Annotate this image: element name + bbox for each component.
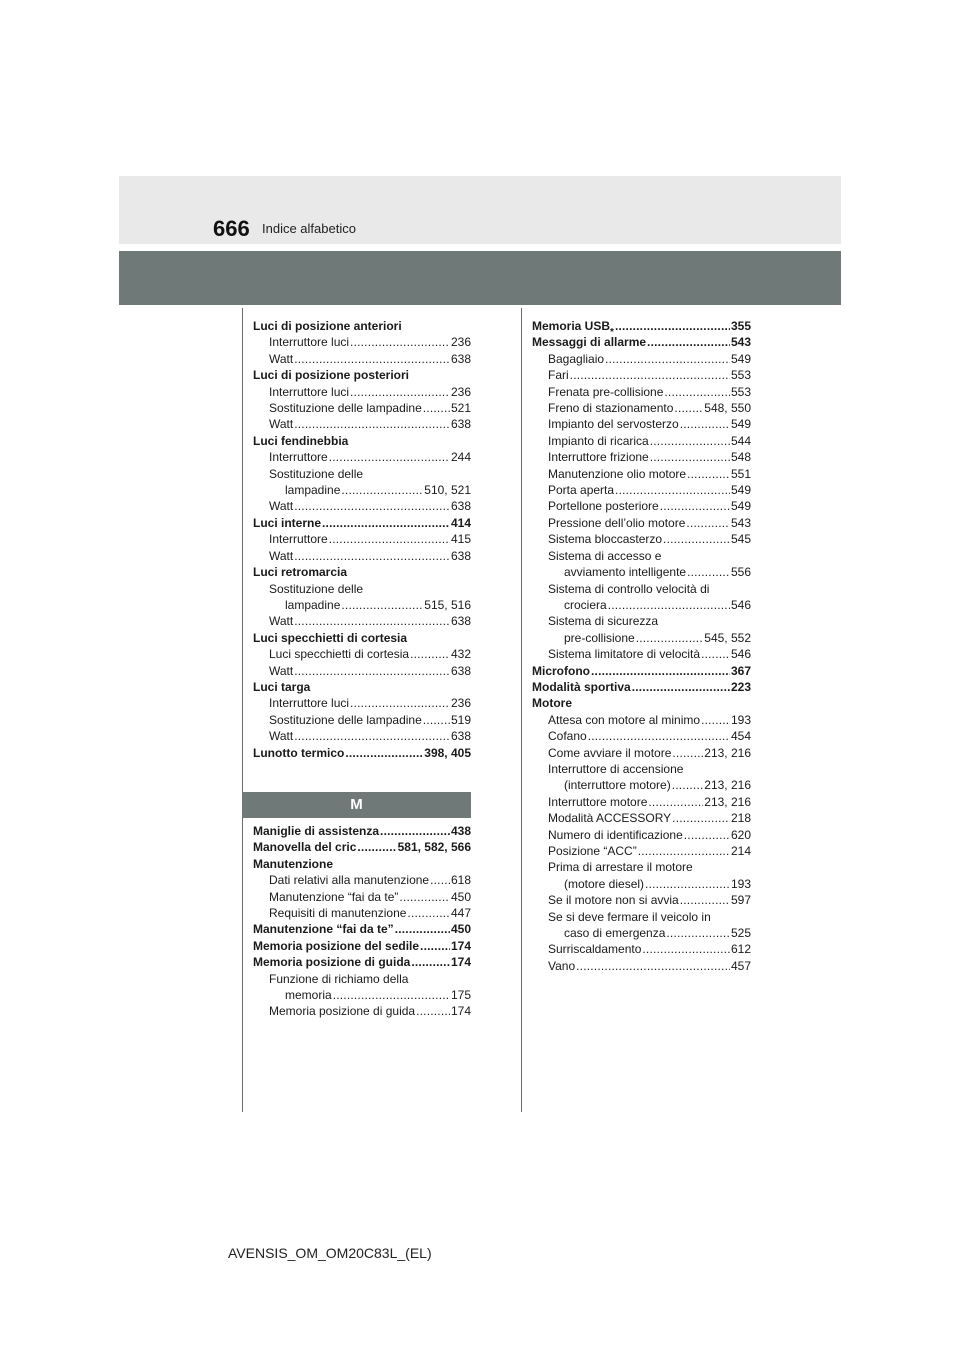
dot-leader (636, 630, 704, 646)
index-entry-term: crociera (564, 597, 607, 612)
index-entry-term: Interruttore luci (269, 384, 350, 399)
index-entry-term: Luci di posizione posteriori (253, 368, 410, 383)
index-entry (532, 892, 751, 908)
dot-leader (650, 449, 730, 465)
page-number: 666 (213, 216, 250, 241)
index-entry-term: Fari (548, 368, 569, 383)
index-entry-term: Manutenzione olio motore (548, 466, 687, 481)
index-entry (253, 646, 471, 662)
index-entry-pages: 519 (450, 712, 471, 727)
index-entry-term: Manutenzione “fai da te” (253, 922, 394, 937)
index-entry-pages: 447 (450, 906, 471, 921)
index-entry-term: Bagagliaio (548, 351, 605, 366)
index-entry-term: (motore diesel) (564, 876, 645, 891)
index-entry-pages: 213, 216 (704, 794, 751, 809)
index-entry-term: Sistema di sicurezza (548, 614, 659, 629)
index-entry-term: Watt (269, 351, 294, 366)
index-entry-pages: 549 (730, 417, 751, 432)
dot-leader (672, 745, 703, 761)
index-entry-term: Surriscaldamento (548, 942, 642, 957)
index-entry-pages: 638 (450, 351, 471, 366)
index-entry (253, 971, 471, 987)
index-entry (253, 712, 471, 728)
index-entry-term: Memoria posizione del sedile (253, 938, 420, 953)
index-entry-pages: 638 (450, 663, 471, 678)
index-entry-pages: 551 (730, 466, 751, 481)
index-entry (253, 581, 471, 597)
index-entry-pages: 543 (730, 515, 751, 530)
index-entry (532, 581, 751, 597)
index-entry-pages: 174 (450, 1004, 471, 1019)
dot-leader (680, 892, 730, 908)
index-entry (532, 416, 751, 432)
dot-leader (648, 794, 703, 810)
index-entry-term: lampadine (285, 597, 341, 612)
index-entry-term: Watt (269, 417, 294, 432)
index-entry-pages: 549 (730, 351, 751, 366)
index-entry-term: Se si deve fermare il veicolo in (548, 909, 711, 924)
dot-leader (672, 810, 730, 826)
index-entry-pages: 213, 216 (704, 778, 751, 793)
index-entry-term: Watt (269, 729, 294, 744)
index-entry (532, 925, 751, 941)
index-entry (532, 859, 751, 875)
index-entry-term: Memoria posizione di guida (269, 1004, 416, 1019)
index-entry-term: Maniglie di assistenza (253, 824, 380, 838)
dot-leader (294, 663, 450, 679)
index-entry-term: Pressione dell’olio motore (548, 515, 686, 530)
dot-leader (294, 613, 450, 629)
index-entry-term: Watt (269, 614, 294, 629)
index-entry-pages: 549 (730, 499, 751, 514)
index-entry-term: Manutenzione (253, 856, 333, 871)
index-entry-term: Modalità ACCESSORY (548, 811, 672, 826)
index-entry-term: Requisiti di manutenzione (269, 906, 407, 921)
dot-leader (674, 400, 703, 416)
index-entry-term: Impianto del servosterzo (548, 417, 679, 432)
dot-leader (684, 827, 730, 843)
dot-leader (647, 334, 730, 350)
column-divider-left (242, 308, 243, 1112)
index-entry-term: Interruttore frizione (548, 450, 649, 465)
index-entry (532, 597, 751, 613)
index-entry (532, 646, 751, 662)
index-entry-term: lampadine (285, 483, 341, 498)
index-entry-term: Interruttore luci (269, 696, 350, 711)
index-entry-pages: 553 (730, 384, 751, 399)
index-entry (253, 351, 471, 367)
index-entry-term: Prima di arrestare il motore (548, 860, 693, 875)
header-dark-band (119, 251, 841, 305)
index-entry (253, 449, 471, 465)
index-entry-pages: 638 (450, 417, 471, 432)
dot-leader (357, 839, 396, 855)
index-entry-term: Sistema di accesso e (548, 548, 662, 563)
index-entry-pages: 244 (450, 450, 471, 465)
index-entry-pages: 193 (730, 876, 751, 891)
index-entry-term: Funzione di richiamo della (269, 971, 409, 986)
index-entry-term: Interruttore motore (548, 794, 648, 809)
index-entry-term: Microfono (532, 663, 590, 678)
index-entry-term: Memoria posizione di guida (253, 955, 411, 970)
index-entry (253, 564, 471, 580)
index-entry-pages: 175 (450, 988, 471, 1003)
dot-leader (345, 745, 423, 761)
index-entry (253, 889, 471, 905)
index-entry-pages: 510, 521 (424, 483, 471, 498)
index-entry (532, 728, 751, 744)
index-entry-pages: 355 (730, 319, 751, 333)
dot-leader (294, 498, 450, 514)
index-entry-term: Freno di stazionamento (548, 401, 674, 416)
dot-leader (329, 449, 450, 465)
index-entry-pages: 236 (450, 335, 471, 350)
dot-leader (294, 351, 450, 367)
index-entry (532, 498, 751, 514)
index-entry (532, 941, 751, 957)
index-column-left-l (253, 318, 471, 761)
index-entry-term: Luci retromarcia (253, 565, 348, 580)
index-entry-term: caso di emergenza (564, 926, 666, 941)
index-entry-term: Motore (532, 696, 572, 711)
dot-leader (608, 597, 730, 613)
index-entry (532, 810, 751, 826)
index-entry: Memoria USB * ..... 355 (532, 318, 751, 334)
index-entry-pages: 457 (730, 958, 751, 973)
section-letter-m: M (242, 792, 471, 818)
dot-leader (591, 663, 730, 679)
dot-leader (642, 941, 730, 957)
dot-leader (672, 777, 704, 793)
dot-leader (664, 384, 730, 400)
dot-leader (395, 921, 450, 937)
index-entry-pages: 174 (450, 955, 471, 970)
index-entry-pages: 597 (730, 893, 751, 908)
index-entry-term: Luci fendinebbia (253, 433, 349, 448)
index-entry-pages: 612 (730, 942, 751, 957)
index-entry-pages: 525 (730, 926, 751, 941)
index-entry-term: avviamento intelligente (564, 565, 687, 580)
index-entry (532, 777, 751, 793)
index-entry (532, 679, 751, 695)
dot-leader (423, 712, 450, 728)
index-entry (253, 987, 471, 1003)
index-entry (253, 613, 471, 629)
dot-leader (701, 646, 730, 662)
index-entry-term: (interruttore motore) (564, 778, 671, 793)
index-entry-term: Messaggi di allarme (532, 335, 647, 350)
index-entry (532, 433, 751, 449)
index-entry (532, 515, 751, 531)
index-entry-pages: 214 (730, 844, 751, 858)
index-entry (532, 761, 751, 777)
index-entry-term: Interruttore luci (269, 335, 350, 350)
index-entry (253, 630, 471, 646)
index-entry-term: Luci interne (253, 515, 322, 530)
dot-leader (341, 597, 423, 613)
index-column-left-m (253, 823, 471, 1020)
index-entry-pages: 398, 405 (424, 745, 471, 760)
index-entry-term: Porta aperta (548, 483, 615, 498)
index-entry-term: Manovella del cric (253, 840, 357, 855)
index-entry-term: Impianto di ricarica (548, 433, 649, 448)
dot-leader (420, 938, 450, 954)
dot-leader (294, 548, 450, 564)
dot-leader (341, 482, 423, 498)
index-entry (253, 482, 471, 498)
index-entry (253, 905, 471, 921)
index-entry (532, 531, 751, 547)
index-entry-pages: 548 (730, 450, 751, 465)
index-entry (253, 466, 471, 482)
index-entry-pages: 581, 582, 566 (397, 840, 471, 855)
index-entry (532, 351, 751, 367)
index-entry (253, 515, 471, 531)
dot-leader (687, 466, 730, 482)
index-entry-term: Numero di identificazione (548, 827, 683, 842)
index-entry (253, 679, 471, 695)
index-entry (253, 367, 471, 383)
index-entry-term: Watt (269, 663, 294, 678)
index-entry (253, 663, 471, 679)
dot-leader (294, 728, 450, 744)
index-entry-term: Portellone posteriore (548, 499, 659, 514)
index-entry-term: Manutenzione “fai da te” (269, 889, 399, 904)
index-entry-term: Watt (269, 499, 294, 514)
index-entry-pages: 515, 516 (424, 597, 471, 612)
index-entry-term: Vano (548, 958, 576, 973)
index-entry (532, 630, 751, 646)
index-entry-term: Cofano (548, 729, 587, 744)
dot-leader (663, 531, 730, 547)
index-entry (253, 938, 471, 954)
dot-leader (294, 416, 450, 432)
index-entry (532, 843, 751, 859)
dot-leader (430, 872, 450, 888)
index-entry (253, 416, 471, 432)
index-entry (532, 695, 751, 711)
dot-leader (605, 351, 730, 367)
index-entry (253, 548, 471, 564)
dot-leader (666, 925, 730, 941)
dot-leader (380, 823, 450, 839)
index-entry-pages: 556 (730, 565, 751, 580)
index-entry (253, 823, 471, 839)
index-entry (253, 531, 471, 547)
dot-leader (322, 515, 450, 531)
dot-leader (645, 876, 730, 892)
dot-leader (686, 515, 730, 531)
index-entry-pages: 367 (730, 663, 751, 678)
dot-leader (399, 889, 450, 905)
index-entry-pages: 415 (450, 532, 471, 547)
index-entry-term: Lunotto termico (253, 745, 345, 760)
index-entry (253, 839, 471, 855)
index-entry-pages: 638 (450, 729, 471, 744)
index-entry (532, 564, 751, 580)
index-entry (532, 909, 751, 925)
index-entry-term: Sostituzione delle (269, 581, 364, 596)
index-entry-term: Luci specchietti di cortesia (269, 647, 410, 662)
index-entry-pages: 618 (450, 873, 471, 888)
index-entry (253, 384, 471, 400)
index-entry (253, 728, 471, 744)
index-entry (253, 745, 471, 761)
dot-leader (650, 433, 730, 449)
dot-leader (410, 646, 450, 662)
index-entry-term: pre-collisione (564, 630, 635, 645)
index-entry-pages: 553 (730, 368, 751, 383)
dot-leader (350, 334, 450, 350)
index-entry-term: Dati relativi alla manutenzione (269, 873, 430, 888)
index-entry-pages: 213, 216 (704, 745, 751, 760)
dot-leader (350, 384, 450, 400)
index-entry-pages: 236 (450, 384, 471, 399)
index-entry (532, 663, 751, 679)
index-entry (253, 334, 471, 350)
index-entry-term: Interruttore (269, 532, 328, 547)
index-entry (253, 400, 471, 416)
index-entry (532, 613, 751, 629)
dot-leader (407, 905, 450, 921)
index-entry-pages: 638 (450, 499, 471, 514)
index-entry-pages: 638 (450, 548, 471, 563)
index-entry-pages: 620 (730, 827, 751, 842)
index-entry (532, 712, 751, 728)
dot-leader (350, 695, 450, 711)
index-entry-term: Sistema di controllo velocità di (548, 581, 710, 596)
index-entry (253, 498, 471, 514)
index-entry (532, 400, 751, 416)
index-entry (532, 827, 751, 843)
index-entry-pages: 223 (730, 679, 751, 694)
index-entry-pages: 549 (730, 483, 751, 498)
index-entry (532, 334, 751, 350)
index-entry-term: Come avviare il motore (548, 745, 672, 760)
index-entry-term: Frenata pre-collisione (548, 384, 664, 399)
index-entry-pages: 546 (730, 597, 751, 612)
index-entry-pages: 521 (450, 401, 471, 416)
index-entry-term: memoria (285, 988, 332, 1003)
index-entry-term: Watt (269, 548, 294, 563)
index-entry-pages: 438 (450, 824, 471, 838)
index-entry-term: Memoria USB (532, 319, 611, 333)
dot-leader (329, 531, 450, 547)
column-divider-right (521, 308, 522, 1112)
index-entry (532, 958, 751, 974)
dot-leader (588, 728, 730, 744)
dot-leader (416, 1003, 450, 1019)
dot-leader (660, 498, 730, 514)
index-entry-term: Luci di posizione anteriori (253, 319, 402, 333)
dot-leader (576, 958, 730, 974)
dot-leader (638, 843, 730, 859)
dot-leader (701, 712, 730, 728)
index-entry (532, 482, 751, 498)
index-entry (253, 856, 471, 872)
index-entry-term: Interruttore (269, 450, 328, 465)
dot-leader (687, 564, 730, 580)
index-entry-term: Sostituzione delle lampadine (269, 401, 422, 416)
index-entry-pages: 545, 552 (704, 630, 751, 645)
index-entry (532, 876, 751, 892)
index-entry-pages: 174 (450, 938, 471, 953)
index-entry-pages: 218 (730, 811, 751, 826)
index-entry-pages: 454 (730, 729, 751, 744)
index-entry (253, 597, 471, 613)
index-column-right (532, 318, 751, 974)
index-entry (253, 433, 471, 449)
index-entry-term: Sostituzione delle lampadine (269, 712, 422, 727)
dot-leader (680, 416, 730, 432)
index-entry-pages: 543 (730, 335, 751, 350)
index-entry (253, 954, 471, 970)
index-entry (532, 367, 751, 383)
index-entry-pages: 546 (730, 647, 751, 662)
index-entry-term: Sistema limitatore di velocità (548, 647, 701, 662)
index-entry-pages: 544 (730, 433, 751, 448)
index-entry-term: Attesa con motore al minimo (548, 712, 701, 727)
dot-leader (423, 400, 450, 416)
index-entry-term: Sistema bloccasterzo (548, 532, 663, 547)
dot-leader (615, 482, 730, 498)
index-entry-pages: 450 (450, 922, 471, 937)
index-entry (532, 745, 751, 761)
section-title: Indice alfabetico (262, 221, 356, 236)
index-entry-pages: 545 (730, 532, 751, 547)
index-entry (253, 695, 471, 711)
index-entry-pages: 236 (450, 696, 471, 711)
index-entry (253, 1003, 471, 1019)
index-entry (532, 449, 751, 465)
index-entry-pages: 638 (450, 614, 471, 629)
index-entry-pages: 193 (730, 712, 751, 727)
index-entry (253, 872, 471, 888)
index-entry (532, 466, 751, 482)
index-entry (532, 548, 751, 564)
dot-leader (570, 367, 730, 383)
index-entry (253, 318, 471, 334)
index-entry-pages: 548, 550 (704, 401, 751, 416)
dot-leader (632, 679, 730, 695)
index-entry-pages: 414 (450, 515, 471, 530)
index-entry-term: Se il motore non si avvia (548, 893, 679, 908)
index-entry-term: Sostituzione delle (269, 466, 364, 481)
dot-leader (333, 987, 450, 1003)
dot-leader (411, 954, 450, 970)
index-entry (532, 794, 751, 810)
index-entry (253, 921, 471, 937)
index-entry-pages: 450 (450, 889, 471, 904)
index-entry-pages: 432 (450, 647, 471, 662)
index-entry-term: Luci targa (253, 679, 311, 694)
index-entry-term: Modalità sportiva (532, 679, 631, 694)
index-entry-term: Luci specchietti di cortesia (253, 630, 408, 645)
dot-leader (615, 318, 730, 334)
footer-code: AVENSIS_OM_OM20C83L_(EL) (228, 1245, 432, 1261)
index-entry-term: Interruttore di accensione (548, 761, 684, 776)
index-entry-term: Posizione “ACC” (548, 844, 637, 858)
index-entry (532, 384, 751, 400)
